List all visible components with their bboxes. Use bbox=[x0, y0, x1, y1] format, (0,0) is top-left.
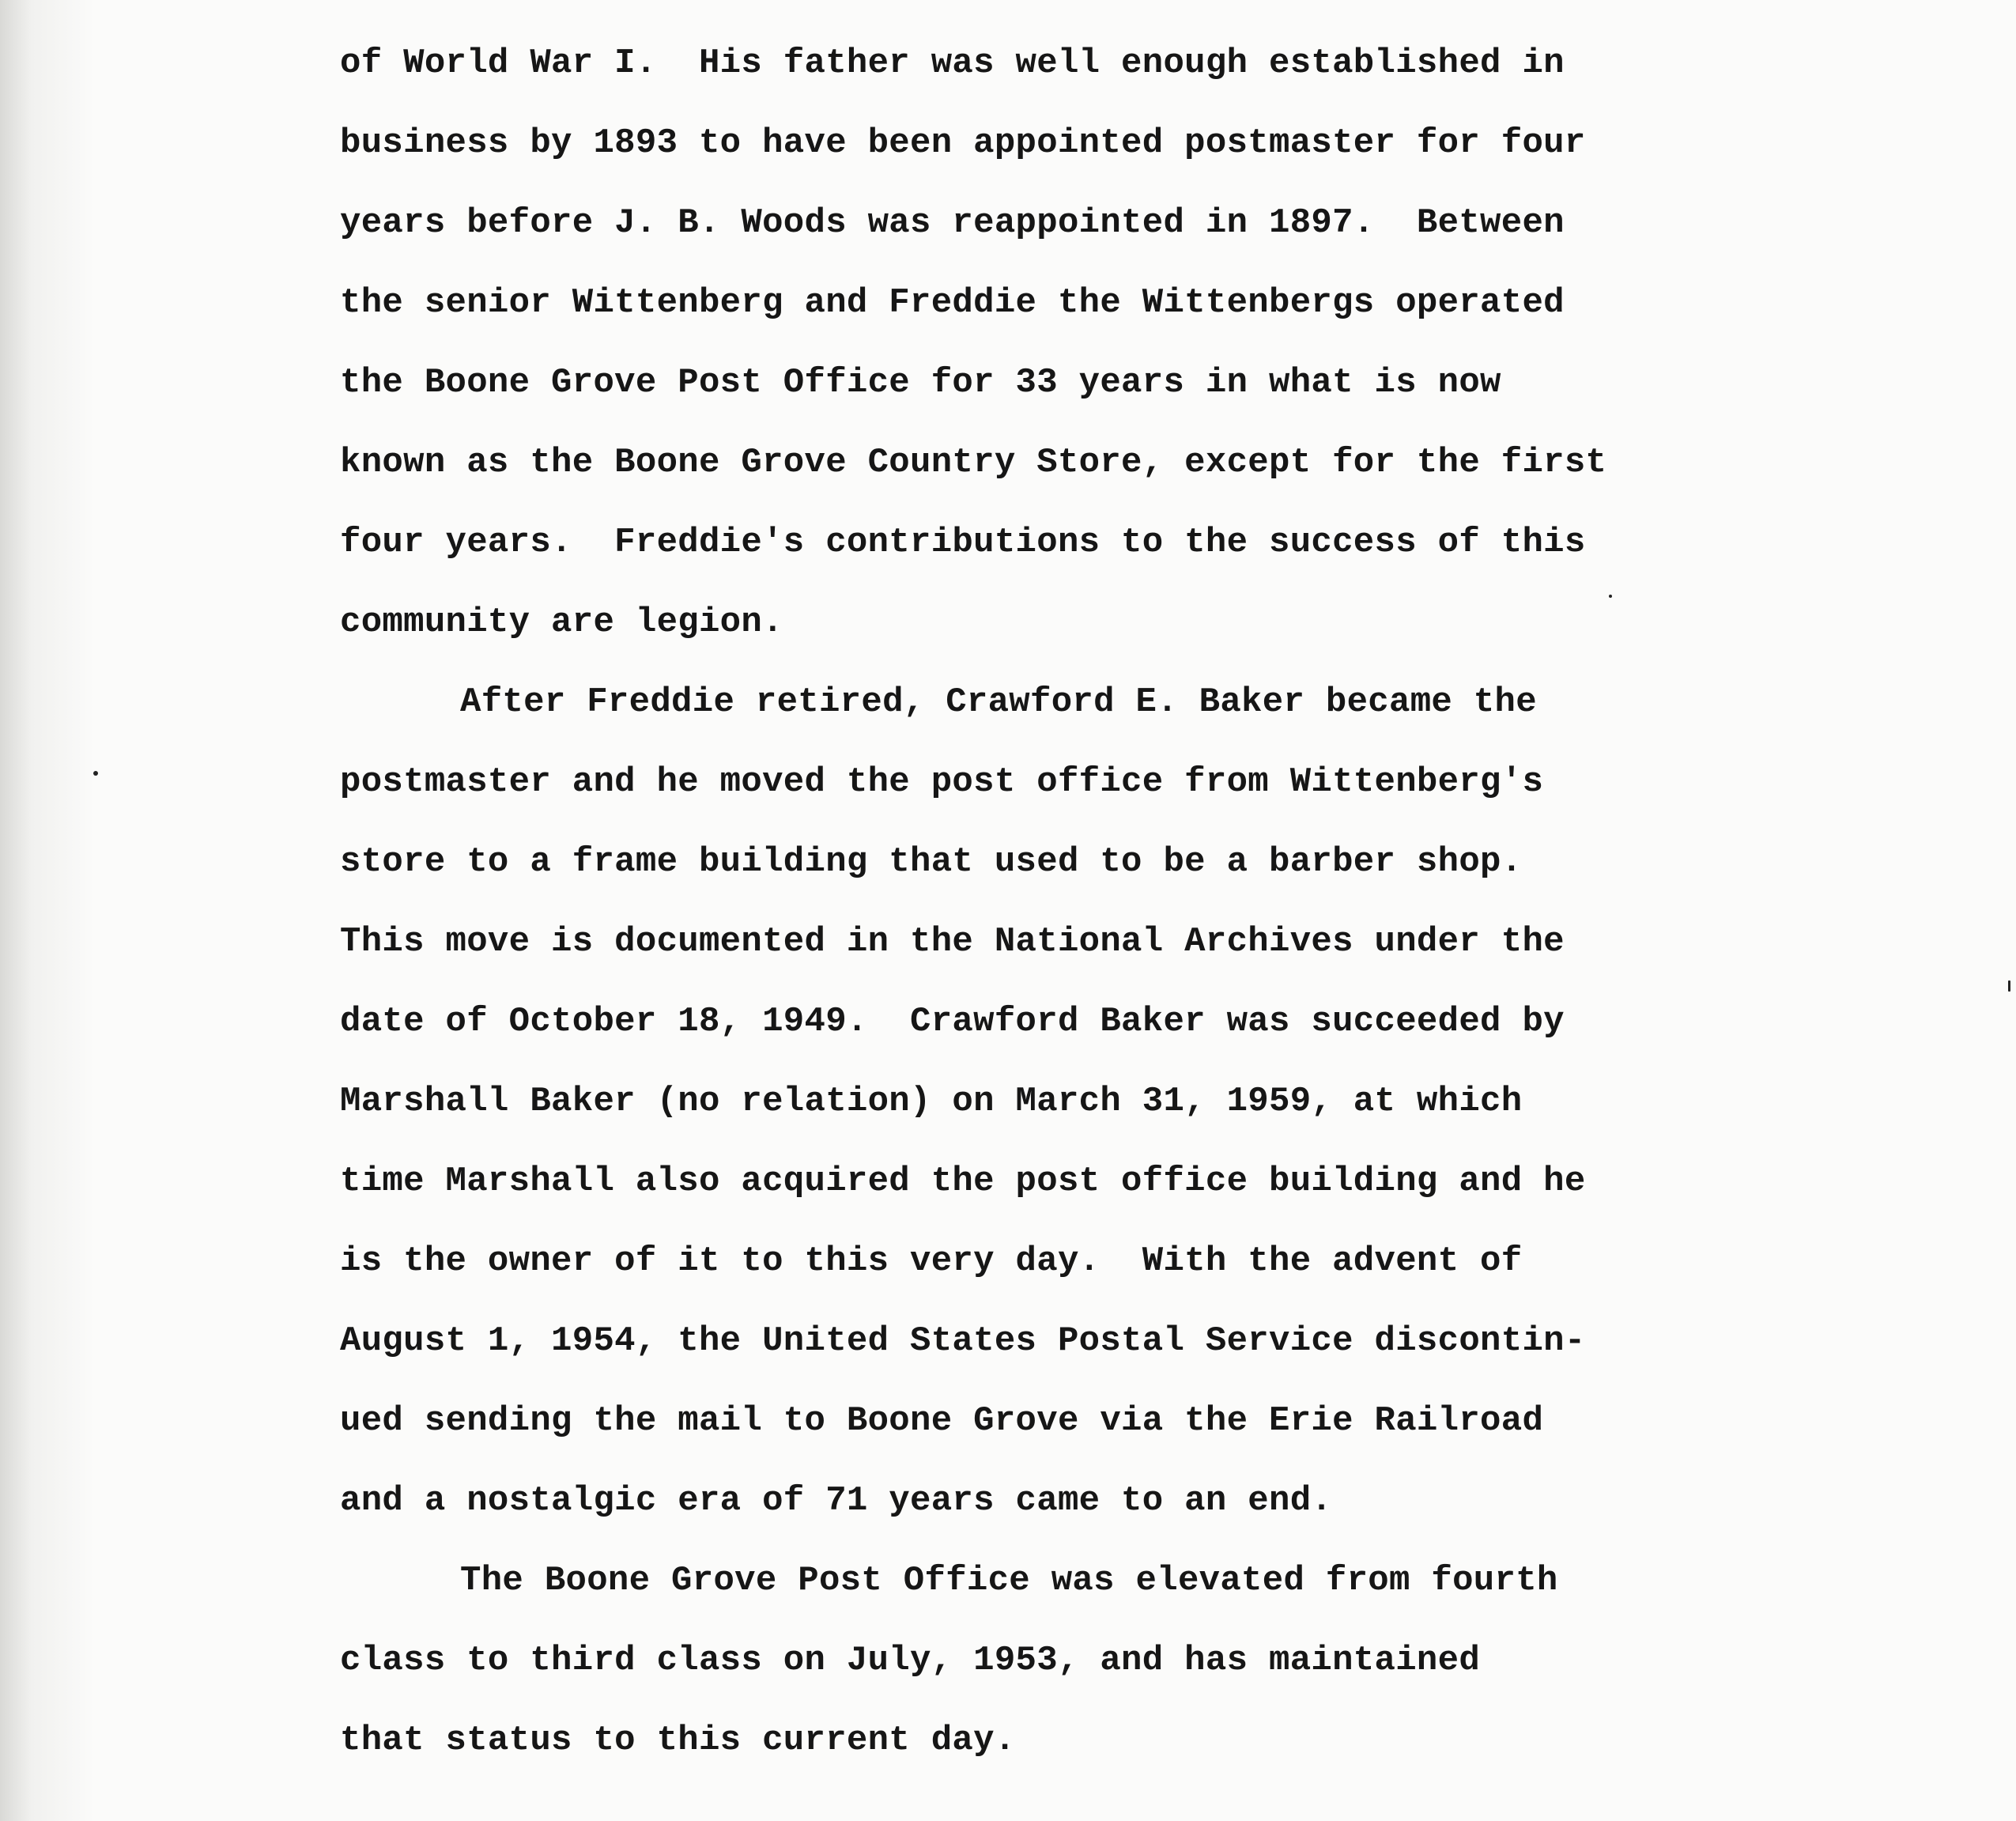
text-line: August 1, 1954, the United States Postal Service discontin- bbox=[340, 1321, 1586, 1361]
text-line: and a nostalgic era of 71 years came to an end. bbox=[340, 1481, 1333, 1521]
text-line: After Freddie retired, Crawford E. Baker became the bbox=[460, 682, 1537, 722]
paragraph-2 bbox=[340, 663, 1795, 1541]
text-line: Marshall Baker (no relation) on March 31, 1959, at which bbox=[340, 1082, 1523, 1121]
text-line: time Marshall also acquired the post office building and he bbox=[340, 1162, 1586, 1201]
text-line: the senior Wittenberg and Freddie the Wittenbergs operated bbox=[340, 283, 1565, 323]
text-line: is the owner of it to this very day. With the advent of bbox=[340, 1241, 1523, 1281]
text-line: known as the Boone Grove Country Store, except for the first bbox=[340, 443, 1607, 482]
text-line: date of October 18, 1949. Crawford Baker was succeeded by bbox=[340, 1002, 1565, 1041]
text-line: postmaster and he moved the post office from Wittenberg's bbox=[340, 762, 1544, 802]
text-line: four years. Freddie's contributions to the success of this bbox=[340, 523, 1586, 562]
scan-speck bbox=[2008, 980, 2010, 992]
text-line: business by 1893 to have been appointed postmaster for four bbox=[340, 123, 1586, 163]
text-line: community are legion. bbox=[340, 603, 783, 642]
text-line: of World War I. His father was well enough established in bbox=[340, 43, 1565, 83]
text-line: ued sending the mail to Boone Grove via the Erie Railroad bbox=[340, 1401, 1544, 1441]
document-body bbox=[340, 24, 1795, 1781]
text-line: The Boone Grove Post Office was elevated from fourth bbox=[460, 1561, 1558, 1600]
text-line: This move is documented in the National Archives under the bbox=[340, 922, 1565, 962]
text-line: class to third class on July, 1953, and has maintained bbox=[340, 1641, 1481, 1680]
scan-speck bbox=[1609, 595, 1612, 598]
text-line: the Boone Grove Post Office for 33 years in what is now bbox=[340, 363, 1501, 402]
paragraph-3 bbox=[340, 1541, 1795, 1781]
text-line: that status to this current day. bbox=[340, 1721, 1016, 1760]
text-line: years before J. B. Woods was reappointed in 1897. Between bbox=[340, 203, 1565, 243]
paragraph-1 bbox=[340, 24, 1795, 663]
text-line: store to a frame building that used to be a barber shop. bbox=[340, 842, 1523, 882]
scan-speck bbox=[93, 771, 98, 776]
